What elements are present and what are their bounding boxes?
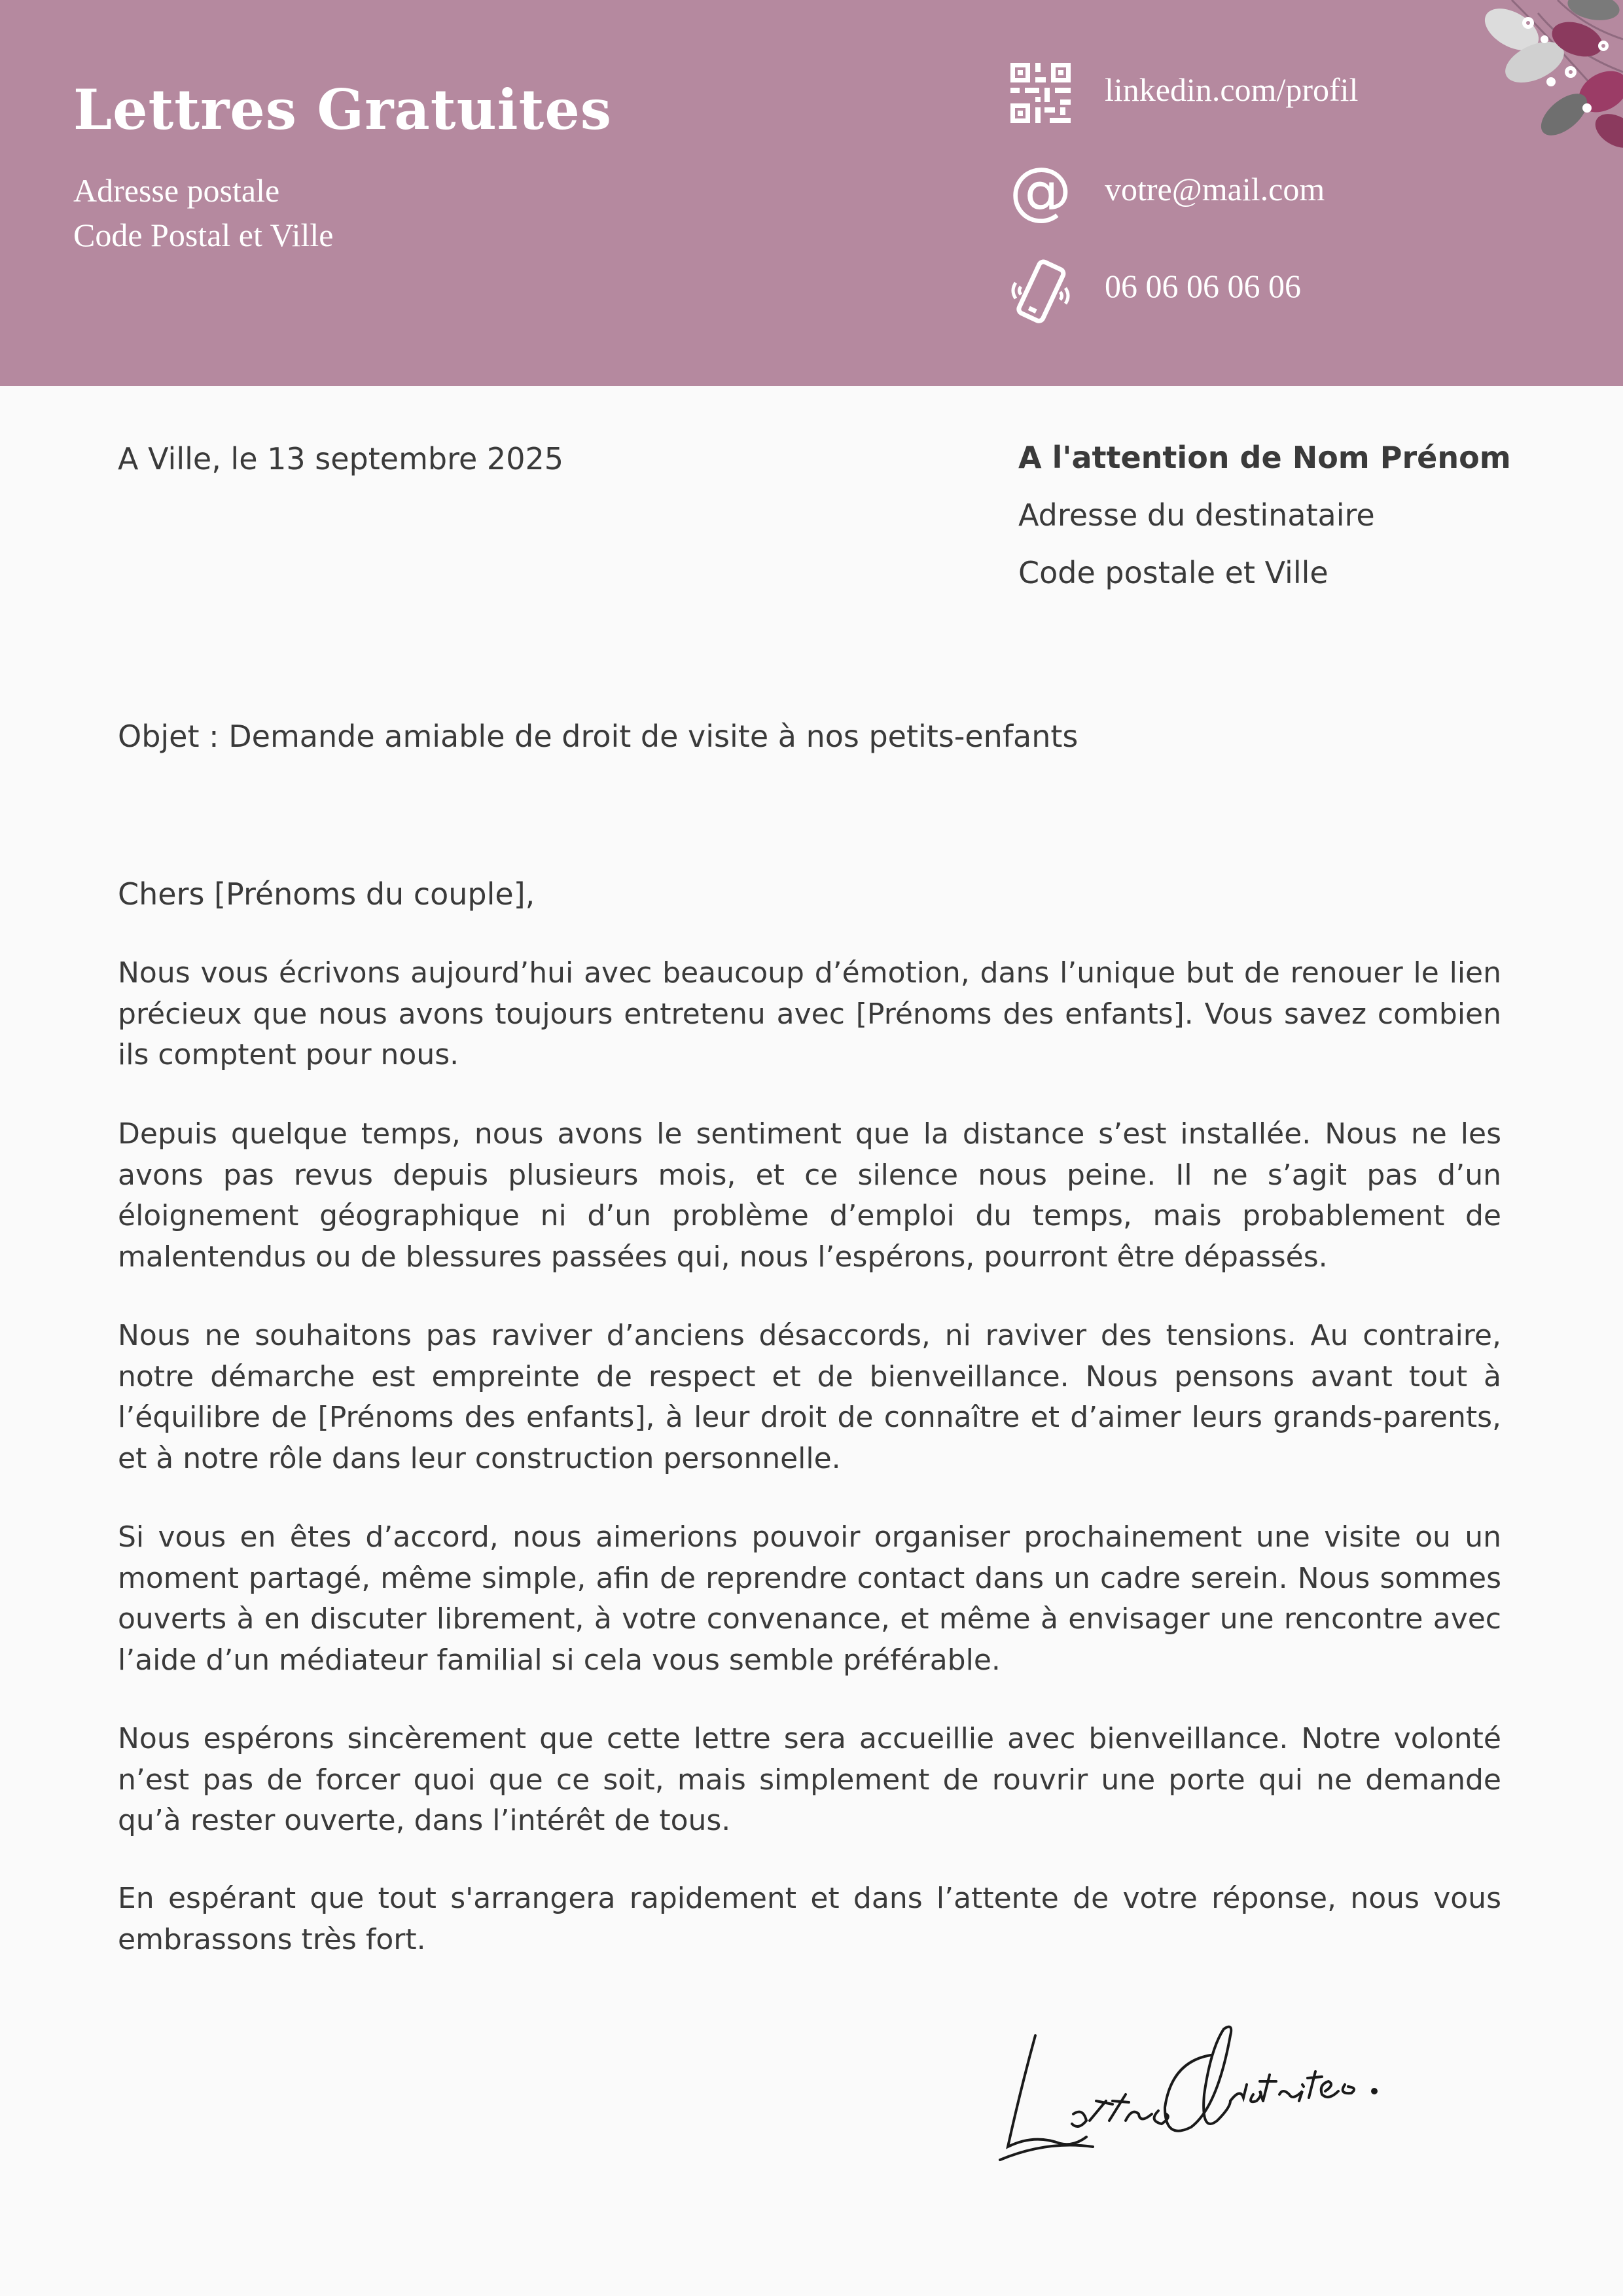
salutation: Chers [Prénoms du couple], [118,876,535,912]
letter-subject: Objet : Demande amiable de droit de visite à nos petits-enfants [118,719,1079,754]
floral-decoration [1472,0,1623,160]
svg-text:@: @ [1009,160,1072,225]
recipient-name: A l'attention de Nom Prénom [1018,440,1511,475]
linkedin-link[interactable]: linkedin.com/profil [1105,71,1359,108]
sender-city: Code Postal et Ville [73,217,334,253]
body-paragraph-5: Nous espérons sincèrement que cette lettre sera accueillie avec bienveillance. Notre volonté n’est pas de forcer quoi que ce soit, mais simplement de rouvrir une porte qui ne demande qu’à rester ouverte, dans l’intérêt de tous. [118,1722,1501,1837]
sender-name: Lettres Gratuites [73,77,613,142]
recipient-address: Adresse du destinataire [1018,497,1375,533]
body-paragraph-3: Nous ne souhaitons pas raviver d’anciens désaccords, ni raviver des tensions. Au contraire, notre démarche est empreinte de respect et de bienveillance. Nous pensons avant tout à l’équilibre de [Prénoms des enfants], à leur droit de connaître et d’aimer leurs grands-parents, et à notre rôle dans leur construction personnelle. [118,1319,1501,1475]
body-paragraph-2: Depuis quelque temps, nous avons le sentiment que la distance s’est installée. Nous ne les avons pas revus depuis plusieurs mois, et ce silence nous peine. Il ne s’agit pas d’un éloignement géographique ni d’un problème d’emploi du temps, mais probablement de malentendus ou de blessures passées qui, nous l’espérons, pourront être dépassés. [118,1117,1501,1274]
at-icon [1008,160,1073,228]
phone-icon [1008,257,1073,331]
body-paragraph-6: En espérant que tout s'arrangera rapidement et dans l’attente de votre réponse, nous vous embrassons très fort. [118,1882,1501,1956]
sender-address: Adresse postale [73,172,280,209]
letter-header [0,0,1623,386]
handwritten-signature [995,2009,1400,2182]
qr-code-icon [1008,60,1073,128]
recipient-city: Code postale et Ville [1018,555,1329,590]
place-date: A Ville, le 13 septembre 2025 [118,441,563,476]
body-paragraph-1: Nous vous écrivons aujourd’hui avec beaucoup d’émotion, dans l’unique but de renouer le lien précieux que nous avons toujours entretenu avec [Prénoms des enfants]. Vous savez combien ils comptent pour nous. [118,956,1501,1071]
phone-number: 06 06 06 06 06 [1105,268,1301,304]
email-link[interactable]: votre@mail.com [1105,171,1325,207]
body-paragraph-4: Si vous en êtes d’accord, nous aimerions pouvoir organiser prochainement une visite ou un moment partagé, même simple, afin de reprendre contact dans un cadre serein. Nous sommes ouverts à en discuter librement, à votre convenance, et même à envisager une rencontre avec l’aide d’un médiateur familial si cela vous semble préférable. [118,1520,1501,1677]
